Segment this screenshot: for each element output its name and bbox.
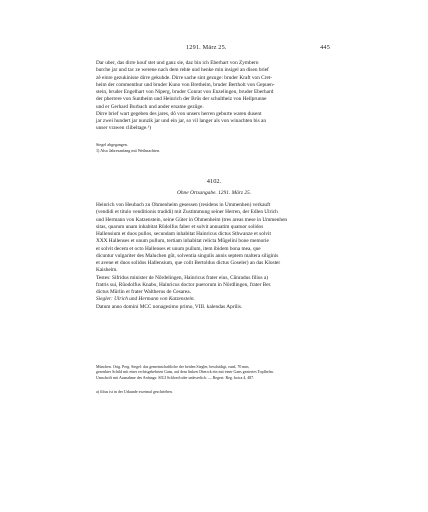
text-line: Datum anno domini MCC nonagesimo primo, VIII. kalendas Aprilis. bbox=[96, 303, 243, 310]
text-line: stein, bruder Engelhart von Niperg, bruder Conrat von Enzelingen, bruder Eberhard bbox=[96, 89, 274, 95]
text-line: XXX Hallenses et unum pullum, tertiam inhabitat relicta Mûgelini bone memorie bbox=[96, 238, 269, 245]
text-line: und Hermann von Katzenstein, seine Güter in Ohmenheim (tres areas mese in Ummenhen bbox=[96, 216, 288, 223]
note-1: 1) Also Jahresanfang mit Weihnachten. bbox=[96, 148, 161, 153]
text-line: burche jar und tac ze werene nach dem rehte und henke min insigel an disen brief bbox=[96, 67, 269, 74]
footnote-line: München. Orig. Perg. Siegel: das gemeinschaftliche der beiden Siegler, beschädigt, rund, 70 mm, bbox=[96, 364, 250, 369]
continuation-text bbox=[96, 60, 332, 133]
regest-text bbox=[96, 202, 332, 311]
text-line: der pherrere von Suntheim und Heinrich der Brûs der schultheiz von Heilprunne bbox=[96, 96, 267, 103]
text-line: jar zwei hundert jar nunzik jar und ein jar, so vil langer als von winachten bis an bbox=[96, 118, 266, 124]
footnote-line: gesenkter Schild mit einer rechtsgekehrten Gans, auf dem linken Oberrck ein mit einer Gans geziertes Topfhelm. bbox=[96, 369, 274, 375]
notes-section bbox=[96, 142, 332, 154]
header-date: 1291. März 25. bbox=[186, 44, 227, 51]
footnote-a bbox=[96, 389, 332, 394]
text-line: Siegler: Ulrich und Hermann von Katzenstein. bbox=[96, 296, 195, 303]
text-line: sitas, quarum unam inhabitat Rûdolfus faber et solvit annuatim quatuor solidos bbox=[96, 223, 264, 230]
text-line: (vendidi et titulo venditionis tradidi) mit Zustimmung seiner Herren, der Edlen Ulrich bbox=[96, 209, 278, 216]
text-line: unser vrawen clibeltage.¹) bbox=[96, 125, 151, 132]
page-number: 445 bbox=[320, 44, 330, 51]
footnote-line: Umschrift mit Ausnahme des Anfangs: SIGI Schloed oder unleserlich. — Regest: Reg. boica 4, 487. bbox=[96, 374, 255, 380]
text-line: dictus Mürlin et frater Waltherus de Cesarea. bbox=[96, 289, 191, 295]
text-line: heim der commenthur und bruder Kuno von Bretheim, bruder Bertholt von Gepuen- bbox=[96, 81, 275, 88]
note-seal: Siegel abgegangen. bbox=[96, 142, 128, 147]
text-line: Dar uber, das dirre kouf stet und ganz sie, daz bin ich Eberhart von Zymbern bbox=[96, 60, 259, 66]
text-line: et avene et duos solidos Hallensium, que colit Bertoldus dictus Goseler) an das Kloster bbox=[96, 260, 281, 266]
text-line: und er Gerhard Burbach und ander ersame gezûge. bbox=[96, 103, 204, 110]
document-number: 4102. bbox=[206, 178, 222, 185]
text-line: Hallensium et duos pullos, secundam inhabitat Hainricus dictus Sthwanze et solvit bbox=[96, 231, 271, 237]
text-line: Kaisheim. bbox=[96, 267, 118, 274]
footnote-a-text: a) filius ist in der Urkunde zweimal geschrieben. bbox=[96, 389, 173, 394]
text-line: Heinrich von Heubach zu Ohmenheim gesessen (residens in Ummenhen) verkauft bbox=[96, 202, 271, 208]
document-subtitle: Ohne Ortsangabe. 1291. März 25. bbox=[176, 190, 252, 196]
text-line: Testes: Sifridus minister de Nôrdelingen, Hainricus frater eius, Cûnradus filius a) bbox=[96, 274, 269, 281]
text-line: fratris sui, Rûodolfus Knabo, Hainricus doctor puerorum in Nôrdlingen, frater Ber. bbox=[96, 281, 272, 288]
archival-note bbox=[96, 364, 332, 380]
text-line: Dirre brief wart gegeben des jares, dô von unsers herren geburte waren dusent bbox=[96, 110, 262, 117]
text-line: et solvit decem et octo Hallenses et unum pullum, item ibidem bona mea, que bbox=[96, 245, 261, 252]
text-line: dicuntur vulgariter des Maluchen gût, solventia singulis annis septem maltera siliginis bbox=[96, 252, 279, 259]
text-line: zê einre gezukinisse dirre gekuhde. Dirre sache sint gezuge: bruder Kraft von Cret- bbox=[96, 74, 273, 81]
